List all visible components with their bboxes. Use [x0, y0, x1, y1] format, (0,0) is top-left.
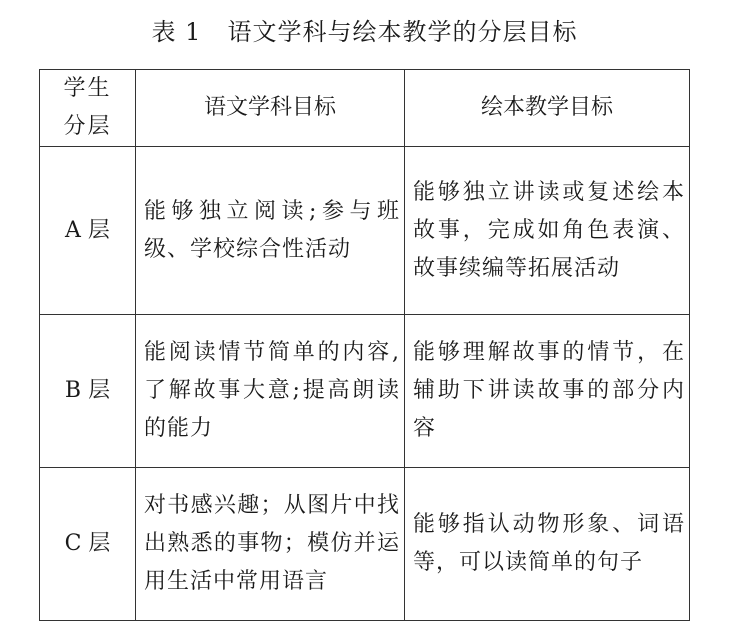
picture-book-goal-cell: 能够理解故事的情节，在辅助下讲读故事的部分内容 [405, 315, 690, 468]
chinese-goal-cell: 能阅读情节简单的内容,了解故事大意;提高朗读的能力 [136, 315, 405, 468]
table-row [40, 468, 690, 621]
goals-table [39, 69, 690, 621]
table-number: 表 1 [151, 18, 202, 46]
header-student-level: 学生分层 [40, 70, 136, 147]
header-picture-book-goal: 绘本教学目标 [405, 70, 690, 147]
header-row [40, 70, 690, 147]
level-label: B 层 [40, 315, 136, 468]
table-row [40, 315, 690, 468]
chinese-goal-cell: 能够独立阅读;参与班级、学校综合性活动 [136, 147, 405, 315]
level-label: C 层 [40, 468, 136, 621]
header-chinese-goal: 语文学科目标 [136, 70, 405, 147]
picture-book-goal-cell: 能够独立讲读或复述绘本故事，完成如角色表演、故事续编等拓展活动 [405, 147, 690, 315]
table-row [40, 147, 690, 315]
table-title: 语文学科与绘本教学的分层目标 [227, 18, 578, 46]
chinese-goal-cell: 对书感兴趣；从图片中找出熟悉的事物；模仿并运用生活中常用语言 [136, 468, 405, 621]
picture-book-goal-cell: 能够指认动物形象、词语等，可以读简单的句子 [405, 468, 690, 621]
level-label: A 层 [40, 147, 136, 315]
table-caption [0, 14, 729, 50]
